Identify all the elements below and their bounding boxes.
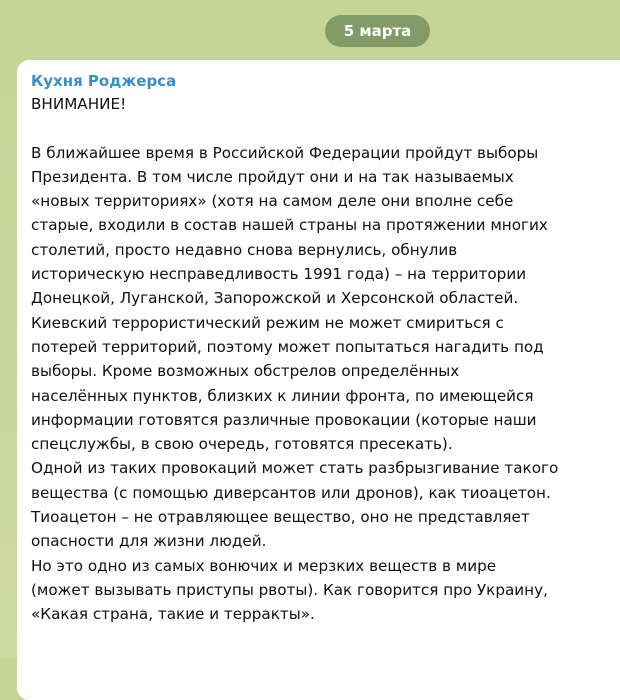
message-line: выборы. Кроме возможных обстрелов определённых: [31, 362, 460, 381]
message-line: Тиоацетон – не отравляющее вещество, оно не представляет: [31, 508, 530, 527]
message-sender[interactable]: Кухня Роджерса: [31, 72, 177, 90]
message-line: (может вызывать приступы рвоты). Как говорится про Украину,: [31, 580, 548, 599]
message-line: «Какая страна, такие и терракты».: [31, 605, 315, 624]
message-line: ВНИМАНИЕ!: [31, 95, 127, 113]
message-line: Но это одно из самых вонючих и мерзких веществ в мире: [31, 556, 497, 575]
message-line: Президента. В том числе пройдут они и на так называемых: [31, 167, 514, 186]
message-line: Киевский террористический режим не может смириться с: [31, 313, 504, 332]
message-line: информации готовятся различные провокации (которые наши: [31, 410, 537, 429]
message-line: опасности для жизни людей.: [31, 532, 267, 551]
message-line: В ближайшее время в Российской Федерации пройдут выборы: [31, 143, 539, 162]
message-line: потерей территорий, поэтому может попытаться нагадить под: [31, 337, 544, 356]
message-line: старые, входили в состав нашей страны на протяжении многих: [31, 216, 548, 235]
message-line: Одной из таких провокаций может стать разбрызгивание такого: [31, 459, 559, 478]
message-line: Донецкой, Луганской, Запорожской и Херсонской областей.: [31, 289, 519, 308]
message-line: «новых территориях» (хотя на самом деле они вполне себе: [31, 192, 514, 211]
message-bubble[interactable]: [17, 60, 620, 700]
message-line: населённых пунктов, близких к линии фронта, по имеющейся: [31, 386, 534, 405]
message-line: вещества (с помощью диверсантов или дронов), как тиоацетон.: [31, 483, 551, 502]
message-line: спецслужбы, в свою очередь, готовятся пресекать).: [31, 435, 453, 454]
message-text: [31, 92, 620, 627]
message-line: [31, 116, 620, 140]
message-line: столетий, просто недавно снова вернулись, обнулив: [31, 240, 458, 259]
date-separator: 5 марта: [325, 15, 430, 47]
message-line: историческую несправедливость 1991 года) – на территории: [31, 265, 527, 284]
